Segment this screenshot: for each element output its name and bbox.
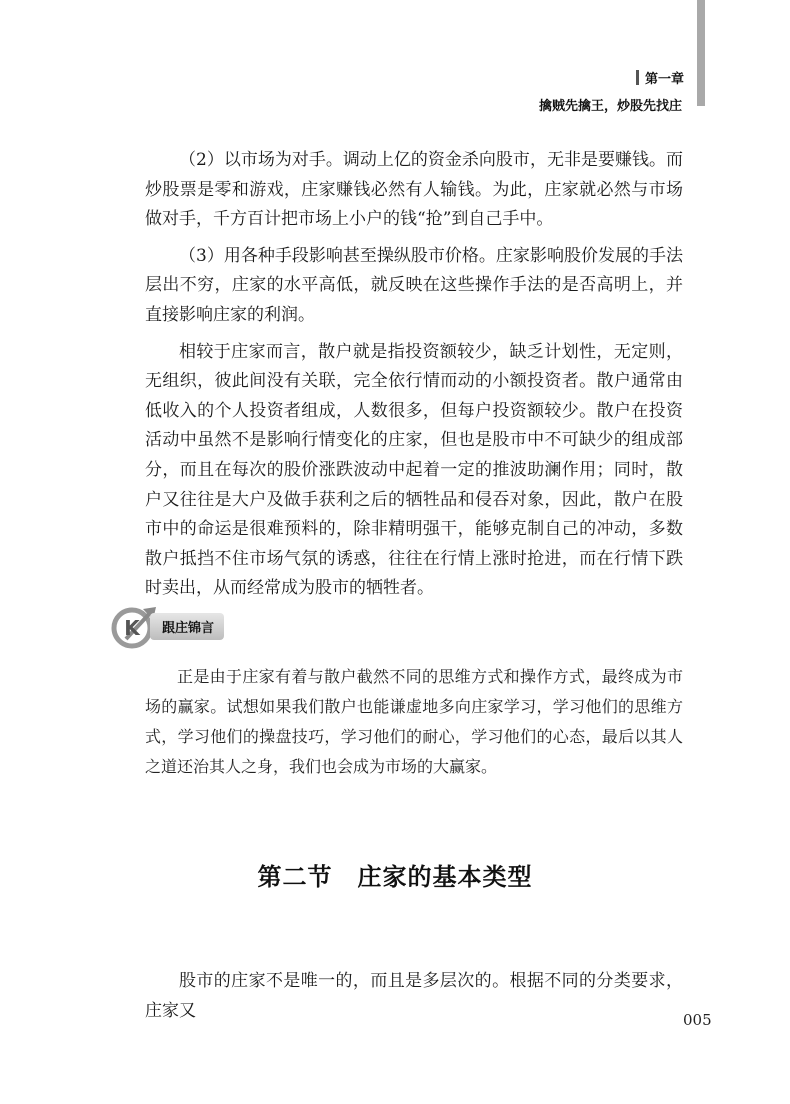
running-header-chapter bbox=[636, 68, 684, 87]
page-number: 005 bbox=[683, 1011, 712, 1029]
paragraph: （2）以市场为对手。调动上亿的资金杀向股市，无非是要赚钱。而炒股票是零和游戏，庄家赚钱必然有人输钱。为此，庄家就必然与市场做对手，千方百计把市场上小户的钱“抢”到自己手中。 bbox=[145, 150, 683, 230]
chapter-label: 第一章 bbox=[645, 72, 685, 87]
paragraph: （3）用各种手段影响甚至操纵股市价格。庄家影响股价发展的手法层出不穷，庄家的水平高低，就反映在这些操作手法的是否高明上，并直接影响庄家的利润。 bbox=[145, 245, 683, 325]
paragraph: 相较于庄家而言，散户就是指投资额较少，缺乏计划性，无定则，无组织，彼此间没有关联，完全依行情而动的小额投资者。散户通常由低收入的个人投资者组成，人数很多，但每户投资额较少。散户在投资活动中虽然不是影响行情变化的庄家，但也是股市中不可缺少的组成部分，而且在每次的股价涨跌波动中起着一定的推波助澜作用；同时，散户又往往是大户及做手获利之后的牺牲品和侵吞对象，因此，散户在股市中的命运是很难预料的，除非精明强干，能够克制自己的冲动，多数散户抵挡不住市场气氛的诱惑，往往在行情上涨时抢进，而在行情下跌时卖出，从而经常成为股市的牺牲者。 bbox=[145, 341, 683, 599]
paragraph: 股市的庄家不是唯一的，而且是多层次的。根据不同的分类要求，庄家又 bbox=[145, 971, 683, 1021]
header-divider bbox=[636, 70, 639, 85]
tip-quote bbox=[145, 662, 683, 782]
section-title: 第二节 庄家的基本类型 bbox=[257, 863, 533, 891]
badge-label: 跟庄锦言 bbox=[150, 613, 224, 640]
body-text bbox=[145, 146, 683, 611]
running-header-subtitle: 擒贼先擒王，炒股先找庄 bbox=[538, 99, 682, 114]
quote-paragraph: 正是由于庄家有着与散户截然不同的思维方式和操作方式，最终成为市场的赢家。试想如果我们散户也能谦虚地多向庄家学习，学习他们的思维方式，学习他们的操盘技巧，学习他们的耐心，学习他们的心态，最后以其人之道还治其人之身，我们也会成为市场的大赢家。 bbox=[145, 667, 683, 776]
body-text-continued bbox=[145, 967, 683, 1033]
tip-badge bbox=[110, 603, 224, 649]
logo-letter: K bbox=[124, 616, 140, 640]
page-edge-bar bbox=[697, 0, 705, 106]
